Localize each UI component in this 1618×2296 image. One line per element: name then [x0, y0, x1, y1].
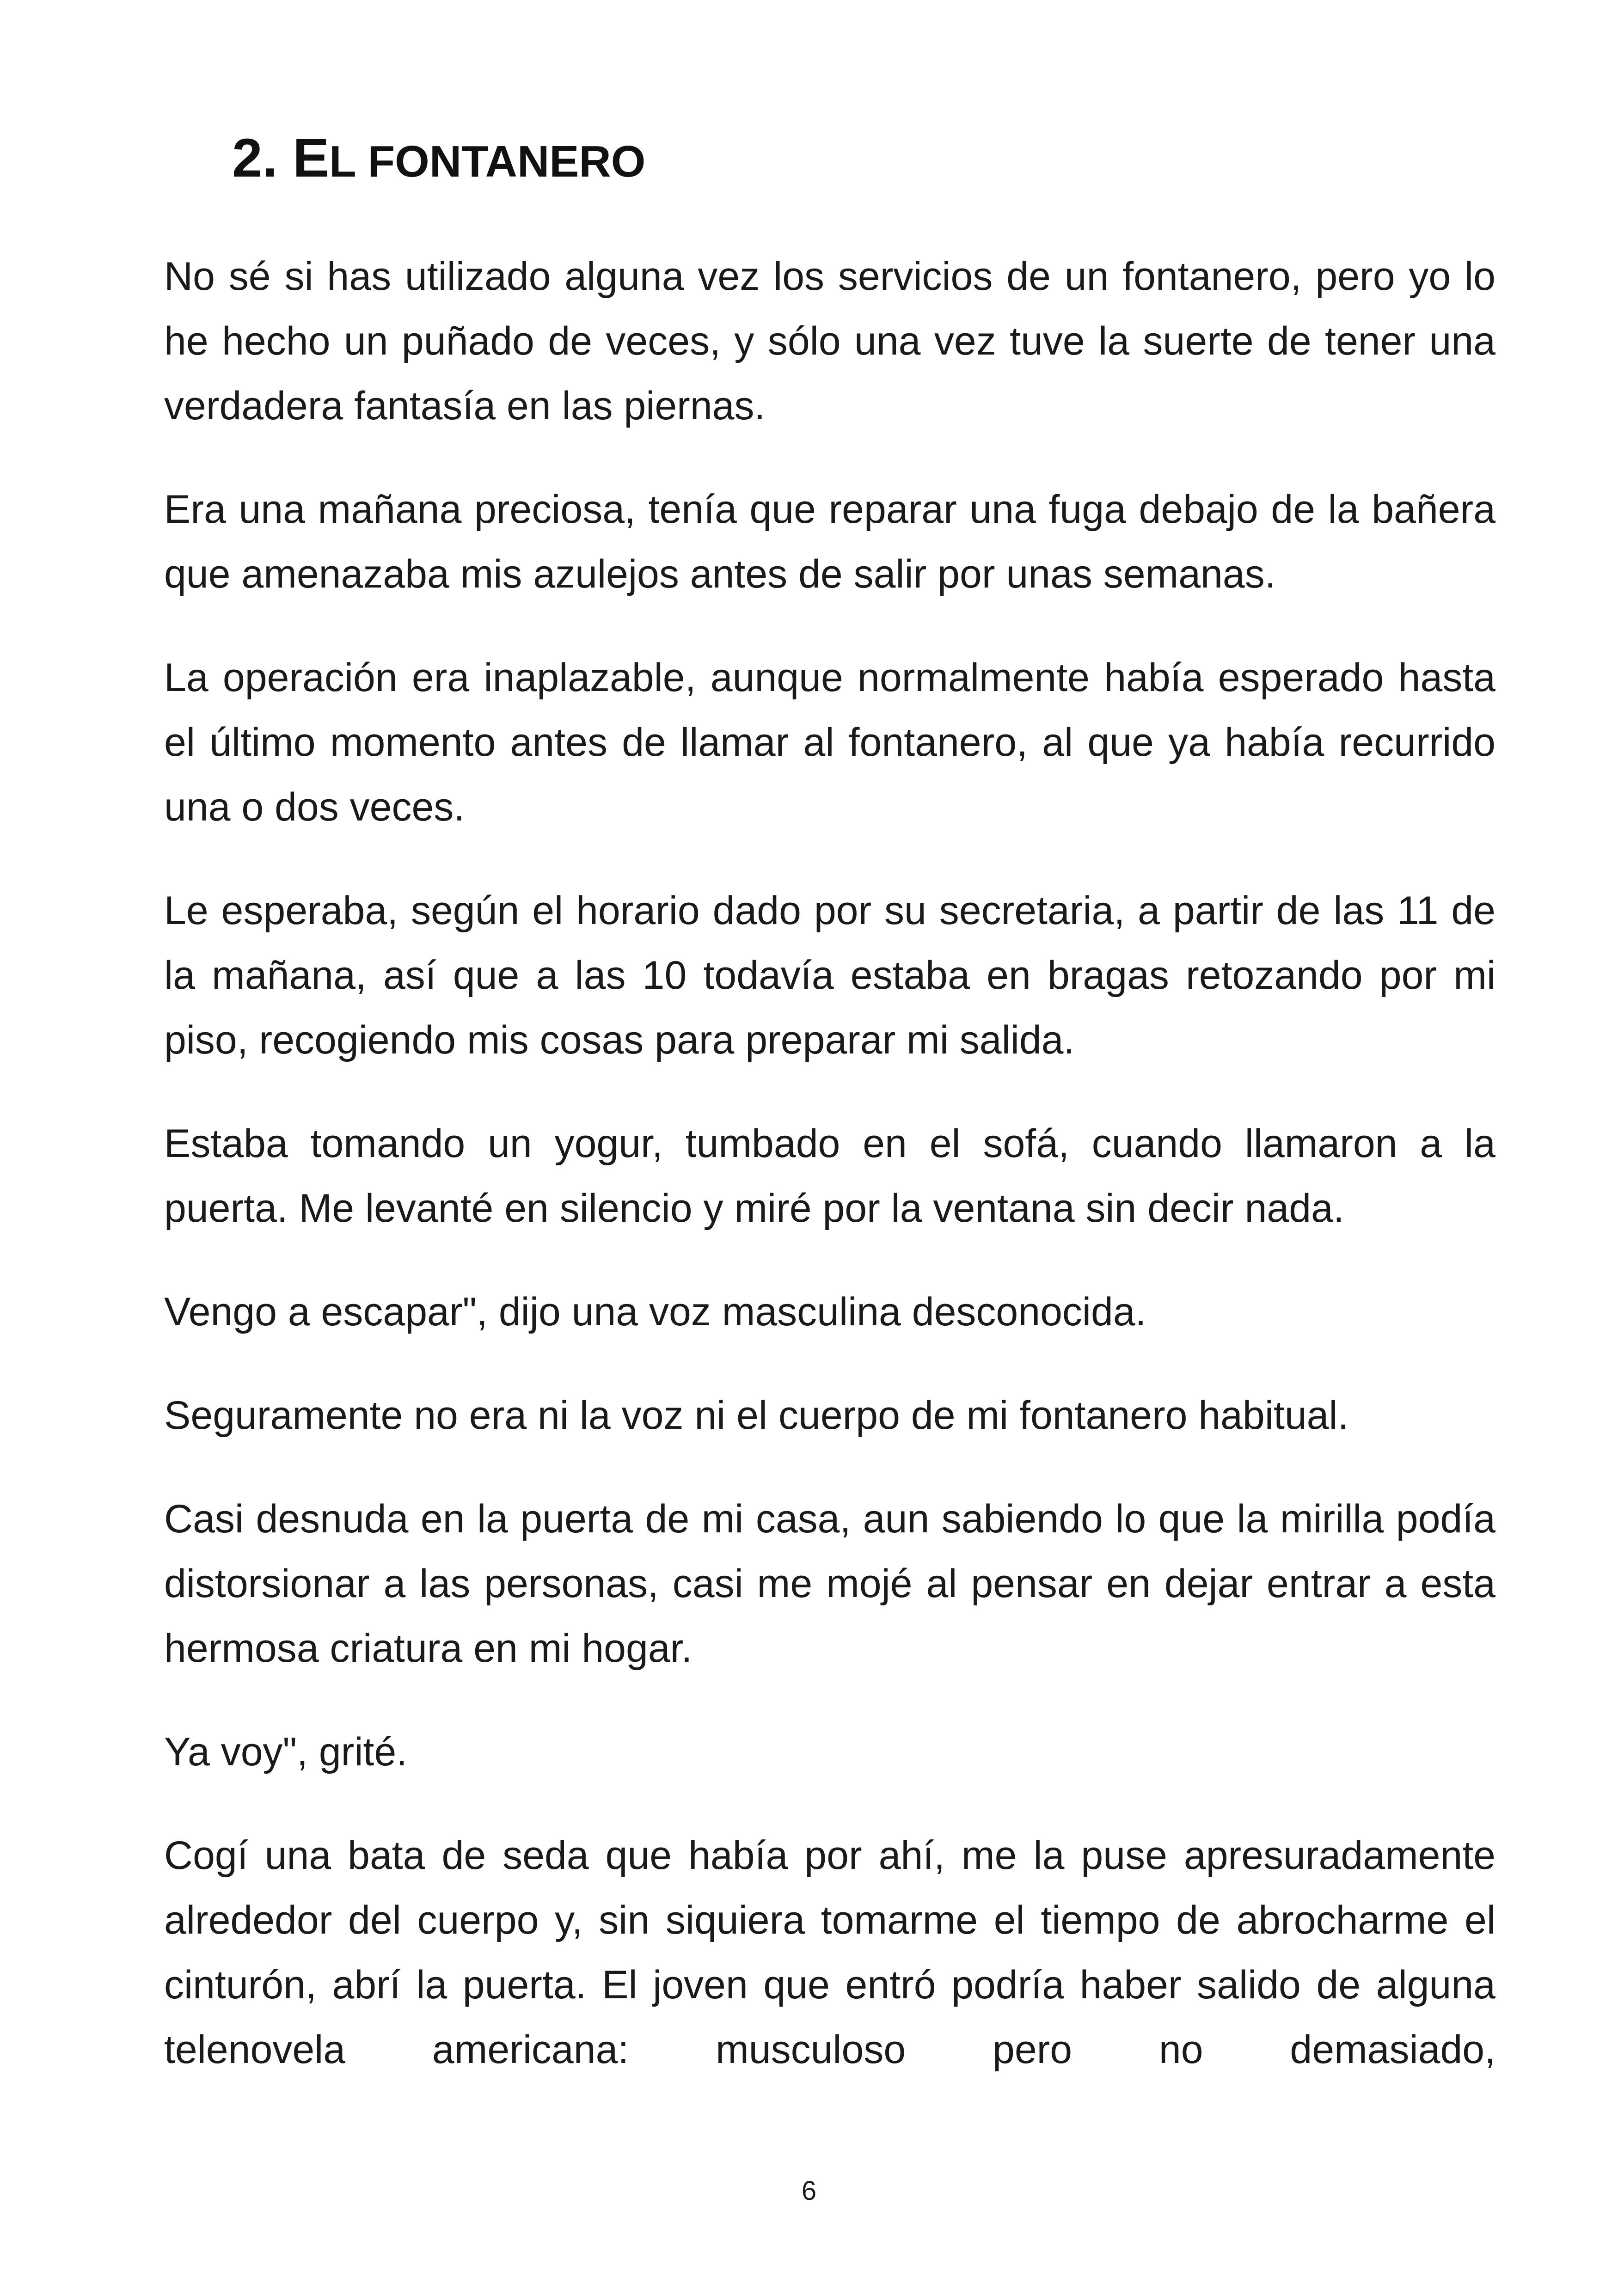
paragraph: Casi desnuda en la puerta de mi casa, aun sabiendo lo que la mirilla podía distorsionar a las personas, casi me mojé al pensar en dejar entrar a esta hermosa criatura en mi hogar.: [164, 1497, 1495, 1671]
chapter-title-initial: E: [293, 128, 329, 189]
paragraph: No sé si has utilizado alguna vez los servicios de un fontanero, pero yo lo he hecho un puñado de veces, y sólo una vez tuve la suerte de tener una verdadera fantasía en las piernas.: [164, 254, 1495, 428]
paragraph: Seguramente no era ni la voz ni el cuerpo de mi fontanero habitual.: [164, 1393, 1349, 1438]
chapter-title: [232, 121, 645, 199]
page-number: 6: [801, 2176, 817, 2206]
paragraph: Estaba tomando un yogur, tumbado en el sofá, cuando llamaron a la puerta. Me levanté en silencio y miré por la ventana sin decir nada.: [164, 1121, 1495, 1231]
chapter-number: 2.: [232, 128, 278, 189]
paragraph: Le esperaba, según el horario dado por su secretaria, a partir de las 11 de la mañana, así que a las 10 todavía estaba en bragas retozando por mi piso, recogiendo mis cosas para preparar mi salida.: [164, 888, 1495, 1062]
paragraph: Vengo a escapar", dijo una voz masculina desconocida.: [164, 1290, 1146, 1334]
paragraph: Era una mañana preciosa, tenía que reparar una fuga debajo de la bañera que amenazaba mis azulejos antes de salir por unas semanas.: [164, 487, 1495, 596]
body-text: [164, 244, 1495, 2082]
paragraph: Cogí una bata de seda que había por ahí, me la puse apresuradamente alrededor del cuerpo y, sin siquiera tomarme el tiempo de abrocharme el cinturón, abrí la puerta. El joven que entró podría haber salido de alguna telenovela americana: musculoso pero no demasiado,: [164, 1833, 1495, 2072]
paragraph: La operación era inaplazable, aunque normalmente había esperado hasta el último momento antes de llamar al fontanero, al que ya había recurrido una o dos veces.: [164, 655, 1495, 829]
paragraph: Ya voy", grité.: [164, 1730, 408, 1774]
chapter-title-rest: L FONTANERO: [329, 137, 646, 186]
